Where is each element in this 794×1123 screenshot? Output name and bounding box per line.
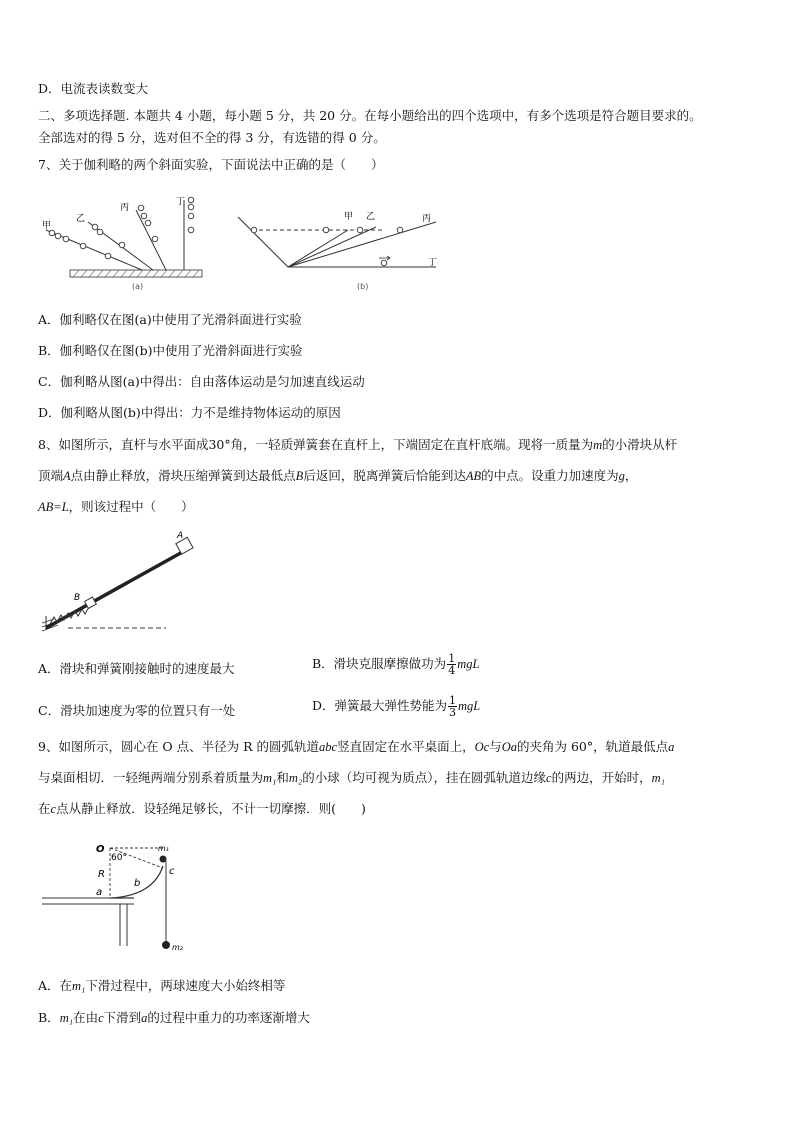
label-R: R	[98, 869, 105, 880]
question-7-option-d: D．伽利略从图(b)中得出：力不是维持物体运动的原因	[38, 405, 341, 420]
question-8-line-3: AB=L，则该过程中（ ）	[38, 499, 194, 514]
question-8-option-d: D．弹簧最大弹性势能为 $\frac{1}{3}$ mgL	[312, 694, 481, 719]
caption-a: (a)	[132, 282, 144, 291]
label-m2: m₂	[172, 943, 183, 952]
question-7-option-c: C．伽利略从图(a)中得出：自由落体运动是匀加速直线运动	[38, 374, 365, 389]
figure-arc-track	[38, 838, 198, 963]
label-B: B	[74, 593, 81, 603]
question-7-stem: 7、关于伽利略的两个斜面实验，下面说法中正确的是（ ）	[38, 157, 384, 172]
question-9-line-2: 与桌面相切．一轻绳两端分别系着质量为m₁和m₂的小球（均可视为质点），挂在圆弧轨道边缘c的两边，开始时，m₁	[38, 770, 665, 785]
question-8-option-a: A．滑块和弹簧刚接触时的速度最大	[38, 661, 235, 676]
figure-b	[238, 211, 437, 291]
label-ding-b: 丁	[428, 258, 438, 268]
question-8-option-c: C．滑块加速度为零的位置只有一处	[38, 703, 236, 718]
figure-galileo-slopes	[38, 190, 448, 295]
option-d-previous: D．电流表读数变大	[38, 81, 149, 96]
label-c: c	[169, 866, 175, 877]
label-O: O	[96, 844, 105, 855]
question-7-option-b: B．伽利略仅在图(b)中使用了光滑斜面进行实验	[38, 343, 303, 358]
label-a: a	[96, 887, 103, 898]
question-8-line-1: 8、如图所示，直杆与水平面成30°角，一轻质弹簧套在直杆上，下端固定在直杆底端。现将一质量为m的小滑块从杆	[38, 437, 678, 452]
label-jia-b: 甲	[344, 212, 354, 222]
label-yi-a: 乙	[76, 214, 86, 224]
label-b: b	[134, 878, 141, 889]
label-m1: m₁	[158, 844, 169, 853]
label-60deg: 60°	[111, 853, 127, 863]
label-bing-b: 丙	[422, 214, 432, 224]
question-9-line-1: 9、如图所示，圆心在 O 点、半径为 R 的圆弧轨道abc竖直固定在水平桌面上，Oc与Oa的夹角为 60°，轨道最低点a	[38, 739, 675, 754]
label-ding-a: 丁	[176, 197, 186, 207]
label-bing-a: 丙	[120, 203, 130, 213]
label-A: A	[177, 531, 184, 541]
question-8-line-2: 顶端A点由静止释放，滑块压缩弹簧到达最低点B后返回，脱离弹簧后恰能到达AB的中点。设重力加速度为g，	[38, 468, 638, 483]
section-heading: 二、多项选择题. 本题共 4 小题，每小题 5 分，共 20 分。在每小题给出的四个选项中，有多个选项是符合题目要求的。	[38, 108, 702, 123]
figure-a	[42, 196, 202, 291]
figure-slider-rod	[38, 528, 198, 643]
caption-b: (b)	[357, 282, 369, 291]
label-jia-a: 甲	[42, 221, 52, 231]
question-9-option-b: B．m₁在由c下滑到a的过程中重力的功率逐渐增大	[38, 1010, 310, 1025]
question-7-option-a: A．伽利略仅在图(a)中使用了光滑斜面进行实验	[38, 312, 302, 327]
label-yi-b: 乙	[366, 212, 376, 222]
question-9-line-3: 在c点从静止释放．设轻绳足够长，不计一切摩擦．则( )	[38, 801, 366, 816]
question-8-option-b: B．滑块克服摩擦做功为 $\frac{1}{4}$ mgL	[312, 652, 480, 677]
section-rules: 全部选对的得 5 分，选对但不全的得 3 分，有选错的得 0 分。	[38, 130, 386, 145]
question-9-option-a: A．在m₁下滑过程中，两球速度大小始终相等	[38, 978, 286, 993]
